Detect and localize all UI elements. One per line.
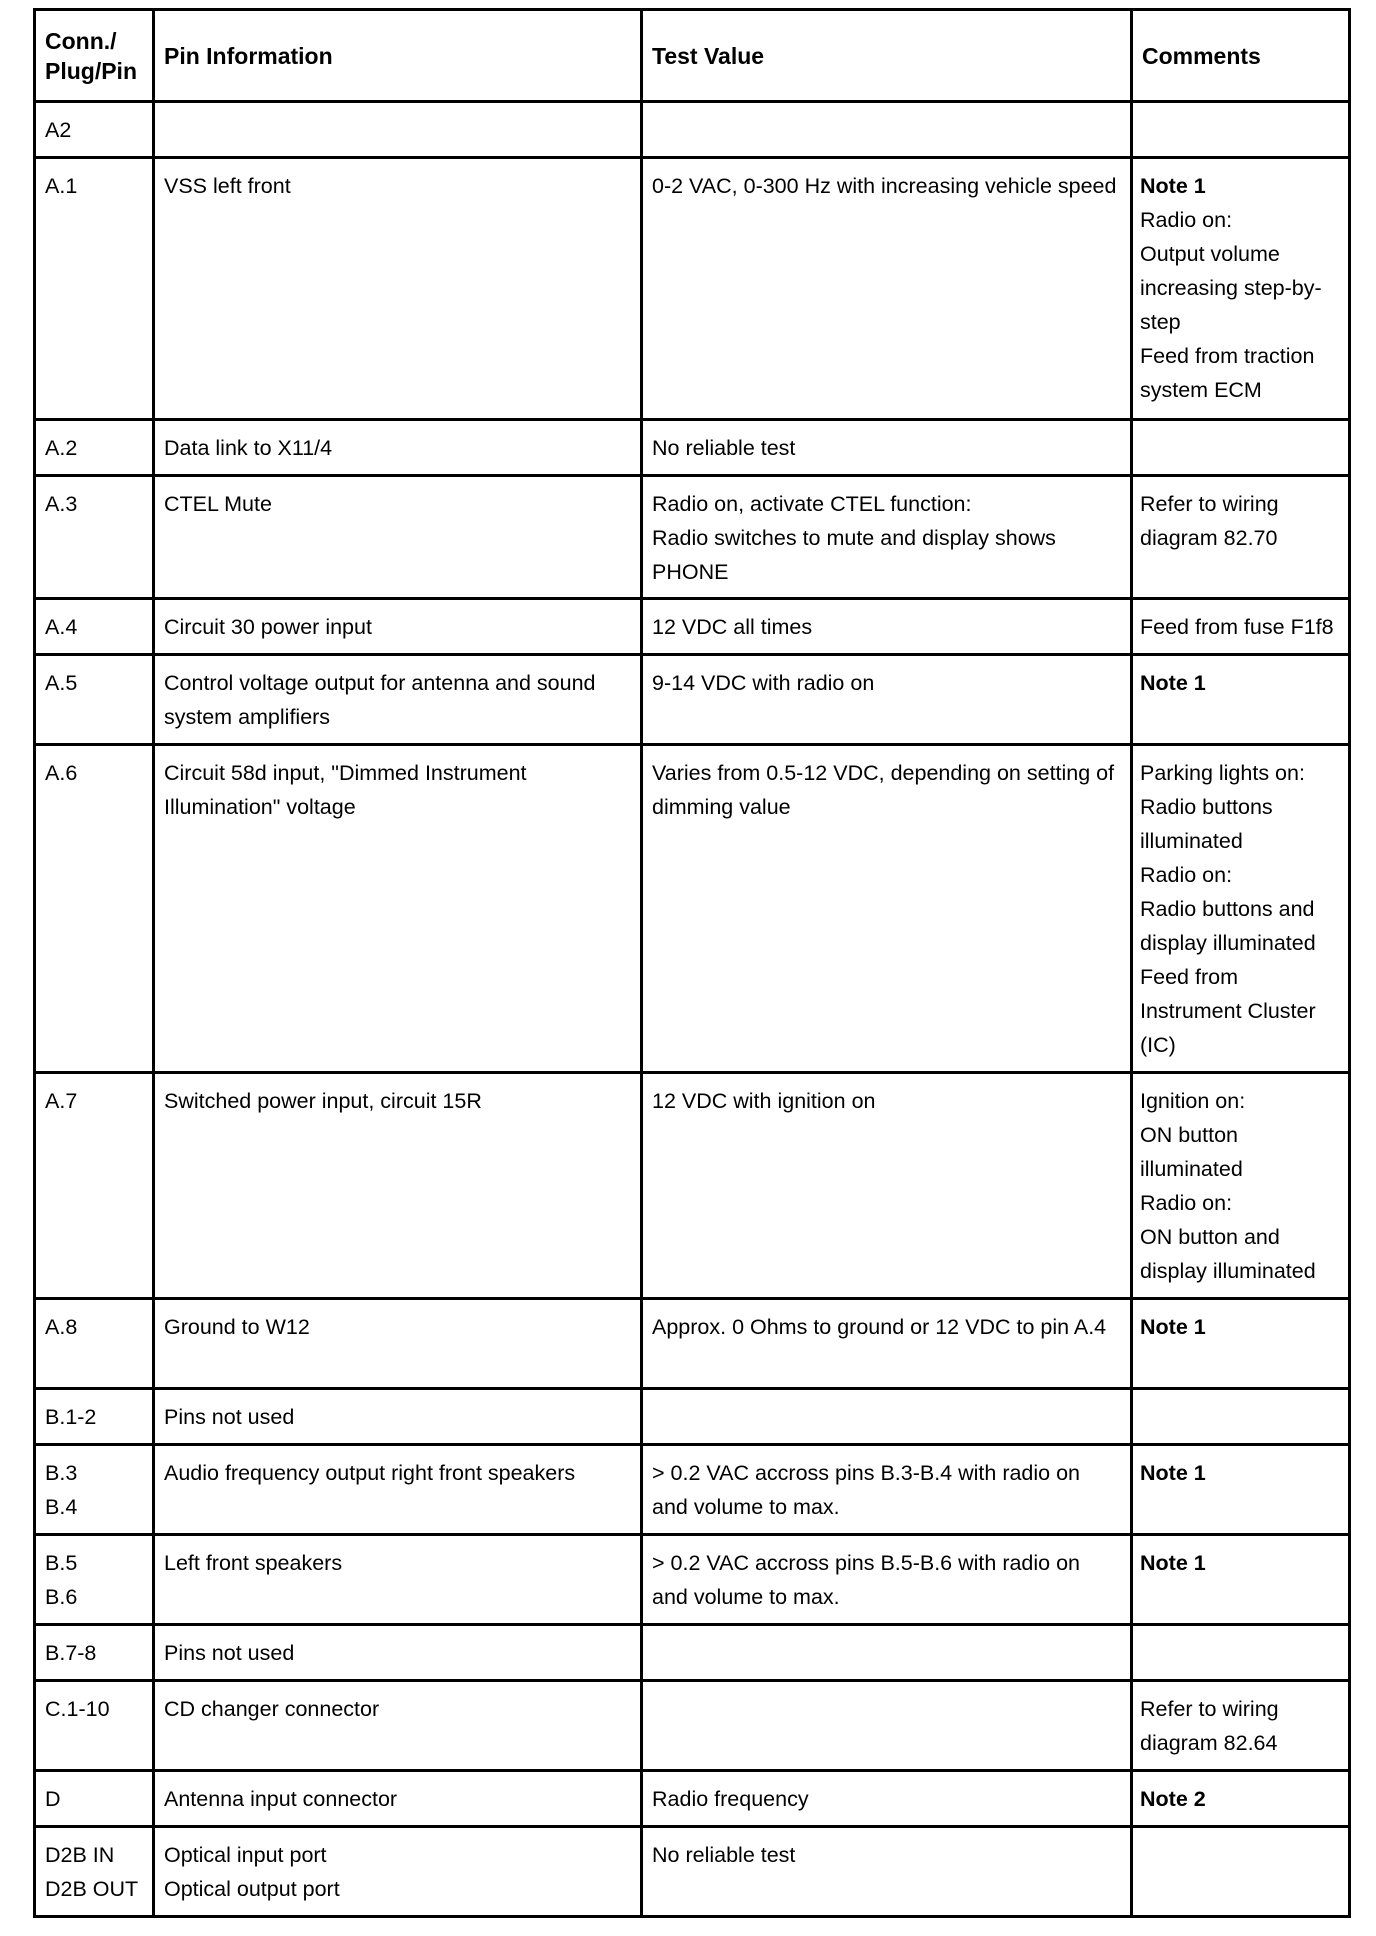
pin-info-cell-text: Audio frequency output right front speakers — [164, 1461, 576, 1485]
conn-cell-text: B.1-2 — [45, 1405, 97, 1429]
test-value-cell — [642, 102, 1132, 158]
conn-cell — [35, 476, 154, 599]
table-row — [35, 745, 1350, 1073]
conn-cell-text: A.3 — [45, 492, 78, 516]
test-value-cell — [642, 1445, 1132, 1535]
comments-cell — [1132, 1299, 1350, 1389]
table-row — [35, 1827, 1350, 1917]
table-row — [35, 1681, 1350, 1771]
conn-cell-text: A.4 — [45, 615, 78, 639]
comments-cell-text: Parking lights on: — [1140, 761, 1305, 785]
comments-cell-text: Note 1 — [1140, 671, 1206, 695]
table-row — [35, 420, 1350, 476]
comments-cell — [1132, 655, 1350, 745]
test-value-cell — [642, 1771, 1132, 1827]
test-value-cell-text: 12 VDC with ignition on — [652, 1089, 876, 1113]
conn-cell — [35, 1445, 154, 1535]
comments-cell — [1132, 476, 1350, 599]
comments-cell — [1132, 745, 1350, 1073]
comments-cell-text: Radio on: — [1140, 208, 1233, 232]
pin-info-cell — [154, 158, 642, 420]
pin-info-cell — [154, 1073, 642, 1299]
test-value-cell-text: 12 VDC all times — [652, 615, 813, 639]
table-row — [35, 1535, 1350, 1625]
conn-cell — [35, 1389, 154, 1445]
test-value-cell-text: > 0.2 VAC accross pins B.3-B.4 with radio on and volume to max. — [652, 1461, 1081, 1519]
pin-info-cell-text: Ground to W12 — [164, 1315, 310, 1339]
comments-cell-text: ON button and display illuminated — [1140, 1225, 1316, 1283]
pin-info-cell — [154, 1535, 642, 1625]
conn-cell-text: B.3 — [45, 1461, 78, 1485]
comments-cell-text: Note 1 — [1140, 1551, 1206, 1575]
comments-cell-text: Radio buttons and display illuminated — [1140, 897, 1316, 955]
header-test-value: Test Value — [642, 10, 1132, 102]
pin-info-cell-text: CTEL Mute — [164, 492, 272, 516]
test-value-cell — [642, 655, 1132, 745]
comments-cell-text: Ignition on: — [1140, 1089, 1246, 1113]
conn-cell-text: A.2 — [45, 436, 78, 460]
conn-cell — [35, 1299, 154, 1389]
conn-cell-text: A.8 — [45, 1315, 78, 1339]
test-value-cell — [642, 1299, 1132, 1389]
conn-cell-text: C.1-10 — [45, 1697, 110, 1721]
table-row — [35, 1299, 1350, 1389]
comments-cell-text: Note 1 — [1140, 174, 1206, 198]
pin-info-cell — [154, 745, 642, 1073]
conn-cell-text: D2B IN — [45, 1843, 115, 1867]
pin-info-cell-text: Pins not used — [164, 1405, 295, 1429]
table-row — [35, 1073, 1350, 1299]
pin-info-cell — [154, 1299, 642, 1389]
pin-info-cell-text: CD changer connector — [164, 1697, 380, 1721]
comments-cell — [1132, 1625, 1350, 1681]
comments-cell-text: Note 1 — [1140, 1461, 1206, 1485]
table-row — [35, 102, 1350, 158]
test-value-cell — [642, 158, 1132, 420]
conn-cell — [35, 420, 154, 476]
test-value-cell-text: Approx. 0 Ohms to ground or 12 VDC to pin A.4 — [652, 1315, 1107, 1339]
pin-info-cell — [154, 599, 642, 655]
conn-cell — [35, 102, 154, 158]
conn-cell-text: B.5 — [45, 1551, 78, 1575]
comments-cell-text: Output volume increasing step-by-step — [1140, 242, 1322, 334]
test-value-cell — [642, 599, 1132, 655]
comments-cell — [1132, 420, 1350, 476]
test-value-cell — [642, 1625, 1132, 1681]
conn-cell — [35, 599, 154, 655]
test-value-cell — [642, 1681, 1132, 1771]
table-row — [35, 1625, 1350, 1681]
conn-cell — [35, 1073, 154, 1299]
conn-cell — [35, 1827, 154, 1917]
table-row — [35, 1771, 1350, 1827]
conn-cell-text: A.7 — [45, 1089, 78, 1113]
test-value-cell-text: No reliable test — [652, 436, 796, 460]
pin-info-cell-text: Left front speakers — [164, 1551, 343, 1575]
test-value-cell-text: No reliable test — [652, 1843, 796, 1867]
pin-info-cell-text: Circuit 58d input, "Dimmed Instrument Illumination" voltage — [164, 761, 527, 819]
comments-cell-text: Radio buttons illuminated — [1140, 795, 1273, 853]
comments-cell — [1132, 1445, 1350, 1535]
pin-info-cell — [154, 1681, 642, 1771]
table-row — [35, 1389, 1350, 1445]
test-value-cell — [642, 1535, 1132, 1625]
pin-info-cell — [154, 476, 642, 599]
table-row — [35, 158, 1350, 420]
comments-cell-text: Radio on: — [1140, 1191, 1233, 1215]
table-row — [35, 599, 1350, 655]
comments-cell — [1132, 599, 1350, 655]
pin-info-cell-text: Antenna input connector — [164, 1787, 398, 1811]
comments-cell — [1132, 1535, 1350, 1625]
pin-info-cell — [154, 1625, 642, 1681]
conn-cell-text: B.6 — [45, 1585, 78, 1609]
pin-info-cell-text: Optical input port — [164, 1843, 327, 1867]
comments-cell — [1132, 102, 1350, 158]
conn-cell — [35, 1625, 154, 1681]
conn-cell — [35, 1771, 154, 1827]
conn-cell-text: A.5 — [45, 671, 78, 695]
test-value-cell-text: Radio switches to mute and display shows PHONE — [652, 526, 1056, 584]
test-value-cell — [642, 1389, 1132, 1445]
pin-info-cell — [154, 1389, 642, 1445]
comments-cell-text: Feed from traction system ECM — [1140, 344, 1315, 402]
conn-cell-text: D — [45, 1787, 61, 1811]
pin-info-cell-text: Control voltage output for antenna and sound system amplifiers — [164, 671, 596, 729]
comments-cell-text: Feed from Instrument Cluster (IC) — [1140, 965, 1316, 1057]
table-row — [35, 476, 1350, 599]
test-value-cell — [642, 476, 1132, 599]
test-value-cell-text: Radio on, activate CTEL function: — [652, 492, 972, 516]
test-value-cell-text: 0-2 VAC, 0-300 Hz with increasing vehicle speed — [652, 174, 1117, 198]
test-value-cell — [642, 1827, 1132, 1917]
header-pin-info: Pin Information — [154, 10, 642, 102]
conn-cell — [35, 158, 154, 420]
conn-cell — [35, 655, 154, 745]
conn-cell — [35, 745, 154, 1073]
comments-cell-text: Note 2 — [1140, 1787, 1206, 1811]
pin-info-cell-text: Optical output port — [164, 1877, 340, 1901]
conn-cell-text: B.7-8 — [45, 1641, 97, 1665]
pin-info-cell — [154, 1771, 642, 1827]
test-value-cell-text: Radio frequency — [652, 1787, 809, 1811]
comments-cell-text: Radio on: — [1140, 863, 1233, 887]
comments-cell-text: Note 1 — [1140, 1315, 1206, 1339]
conn-cell-text: A.1 — [45, 174, 78, 198]
conn-cell-text: A.6 — [45, 761, 78, 785]
comments-cell-text: Feed from fuse F1f8 — [1140, 615, 1334, 639]
pin-info-cell-text: Switched power input, circuit 15R — [164, 1089, 482, 1113]
comments-cell-text: Refer to wiring diagram 82.64 — [1140, 1697, 1279, 1755]
test-value-cell-text: > 0.2 VAC accross pins B.5-B.6 with radio on and volume to max. — [652, 1551, 1081, 1609]
conn-cell — [35, 1681, 154, 1771]
conn-cell-text: B.4 — [45, 1495, 78, 1519]
pin-info-cell — [154, 655, 642, 745]
comments-cell-text: ON button illuminated — [1140, 1123, 1243, 1181]
conn-cell-text: D2B OUT — [45, 1877, 139, 1901]
pin-info-cell — [154, 102, 642, 158]
header-comments: Comments — [1132, 10, 1350, 102]
table-row — [35, 1445, 1350, 1535]
test-value-cell — [642, 420, 1132, 476]
conn-cell-text: A2 — [45, 118, 72, 142]
comments-cell — [1132, 1681, 1350, 1771]
test-value-cell — [642, 745, 1132, 1073]
pin-info-cell-text: Circuit 30 power input — [164, 615, 372, 639]
header-row — [35, 10, 1350, 102]
table-row — [35, 655, 1350, 745]
pin-table — [33, 8, 1351, 1918]
header-conn: Conn./ Plug/Pin — [35, 10, 154, 102]
conn-cell — [35, 1535, 154, 1625]
comments-cell — [1132, 1771, 1350, 1827]
pin-info-cell-text: Pins not used — [164, 1641, 295, 1665]
comments-cell — [1132, 1827, 1350, 1917]
pin-info-cell — [154, 1445, 642, 1535]
test-value-cell-text: Varies from 0.5-12 VDC, depending on setting of dimming value — [652, 761, 1115, 819]
comments-cell-text: Refer to wiring diagram 82.70 — [1140, 492, 1279, 550]
comments-cell — [1132, 1389, 1350, 1445]
pin-info-cell-text: VSS left front — [164, 174, 291, 198]
pin-info-cell-text: Data link to X11/4 — [164, 436, 333, 460]
comments-cell — [1132, 1073, 1350, 1299]
comments-cell — [1132, 158, 1350, 420]
pin-info-cell — [154, 1827, 642, 1917]
pin-info-cell — [154, 420, 642, 476]
test-value-cell — [642, 1073, 1132, 1299]
test-value-cell-text: 9-14 VDC with radio on — [652, 671, 875, 695]
